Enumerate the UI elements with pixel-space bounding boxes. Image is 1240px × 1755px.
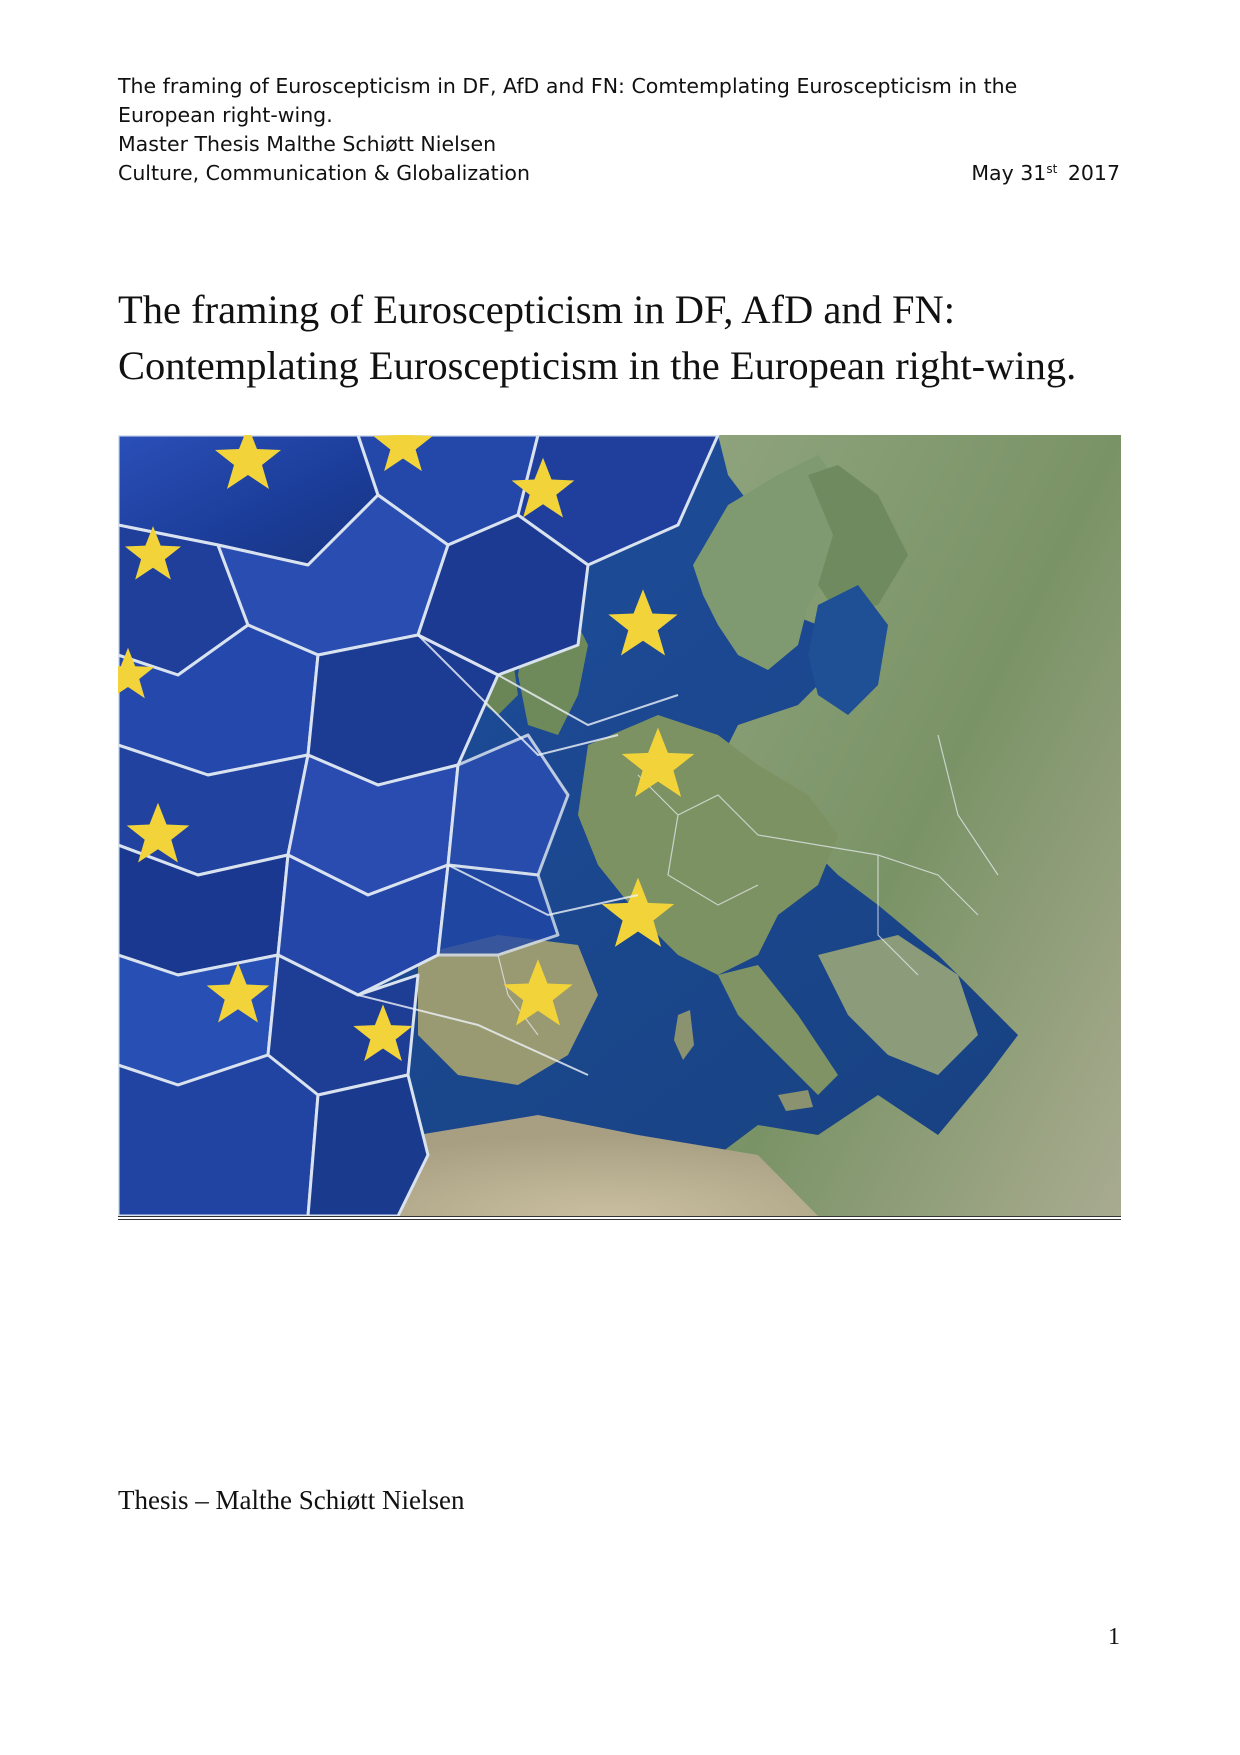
header-program-row — [118, 159, 1120, 188]
header-author: Master Thesis Malthe Schiøtt Nielsen — [118, 132, 497, 156]
header-date-year: 2017 — [1067, 161, 1120, 185]
cover-image — [118, 435, 1121, 1216]
running-header — [118, 72, 1120, 188]
header-title-line-1: The framing of Euroscepticism in DF, AfD and FN: Comtemplating Euroscepticism in the — [118, 74, 1018, 98]
thesis-title — [118, 282, 1128, 394]
author-line: Thesis – Malthe Schiøtt Nielsen — [118, 1485, 465, 1515]
header-date-day: May 31 — [971, 161, 1047, 185]
header-date — [971, 159, 1120, 188]
header-program: Culture, Communication & Globalization — [118, 161, 530, 185]
thesis-title-line-2: Contemplating Euroscepticism in the European right-wing. — [118, 343, 1077, 388]
header-date-suffix: st — [1046, 162, 1058, 177]
eu-flag-europe-map-illustration — [118, 435, 1121, 1216]
image-bottom-rule-1 — [118, 1216, 1121, 1217]
header-title-line-2: European right-wing. — [118, 103, 333, 127]
page-number: 1 — [1108, 1624, 1120, 1650]
image-bottom-rule-2 — [118, 1219, 1121, 1220]
thesis-title-line-1: The framing of Euroscepticism in DF, AfD and FN: — [118, 287, 955, 332]
